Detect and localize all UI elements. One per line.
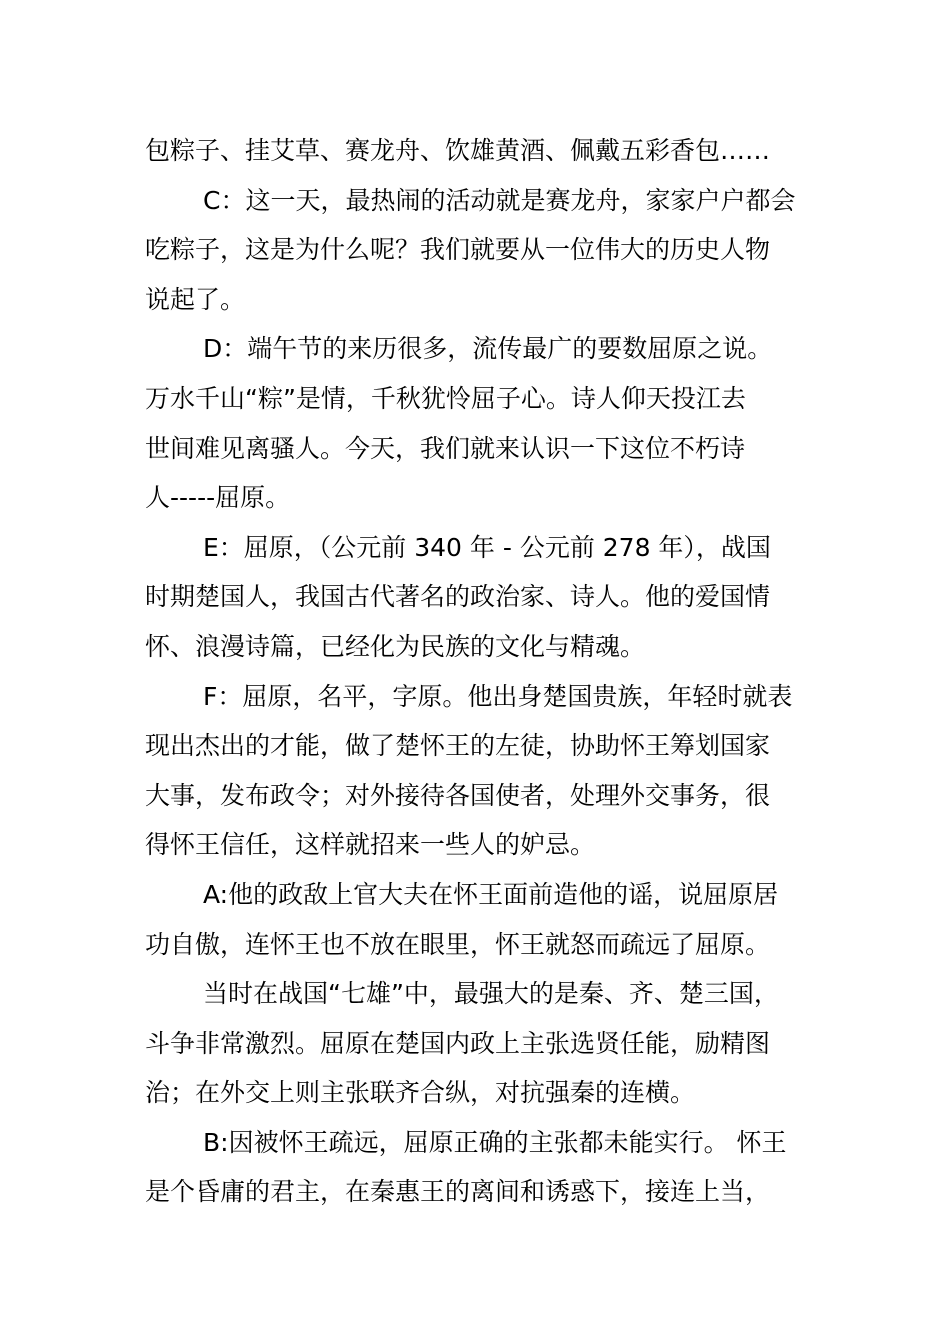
text-line: 吃粽子，这是为什么呢？我们就要从一位伟大的历史人物 (145, 235, 771, 265)
text-line: C：这一天，最热闹的活动就是赛龙舟，家家户户都会 (203, 185, 796, 215)
text-line: B:因被怀王疏远，屈原正确的主张都未能实行。 怀王 (203, 1127, 787, 1157)
text-line: 说起了。 (145, 284, 246, 314)
text-line: 是个昏庸的君主，在秦惠王的离间和诱惑下，接连上当， (145, 1177, 771, 1207)
text-line: 包粽子、挂艾草、赛龙舟、饮雄黄酒、佩戴五彩香包…… (145, 136, 771, 165)
text-line: 功自傲，连怀王也不放在眼里，怀王就怒而疏远了屈原。 (145, 929, 771, 959)
text-line: 怀、浪漫诗篇，已经化为民族的文化与精魂。 (145, 631, 646, 661)
text-line: 治；在外交上则主张联齐合纵，对抗强秦的连横。 (145, 1078, 696, 1108)
text-line: E：屈原，（公元前 340 年 - 公元前 278 年），战国 (203, 532, 771, 562)
text-line: 当时在战国“七雄”中，最强大的是秦、齐、楚三国， (203, 979, 779, 1009)
text-line: D：端午节的来历很多，流传最广的要数屈原之说。 (203, 334, 773, 364)
text-line: 万水千山“粽”是情，千秋犹怜屈子心。诗人仰天投江去 (145, 383, 746, 413)
text-line: 大事，发布政令；对外接待各国使者，处理外交事务，很 (145, 780, 771, 810)
text-line: A:他的政敌上官大夫在怀王面前造他的谣，说屈原居 (203, 879, 779, 909)
text-line: 现出杰出的才能，做了楚怀王的左徒，协助怀王筹划国家 (145, 731, 771, 761)
text-line: 得怀王信任，这样就招来一些人的妒忌。 (145, 830, 596, 860)
document-body (145, 126, 845, 1217)
text-line: 斗争非常激烈。屈原在楚国内政上主张选贤任能，励精图 (145, 1028, 771, 1058)
text-line: 时期楚国人，我国古代著名的政治家、诗人。他的爱国情 (145, 582, 771, 612)
text-line: F：屈原，名平，字原。他出身楚国贵族，年轻时就表 (203, 681, 793, 711)
text-line: 世间难见离骚人。今天，我们就来认识一下这位不朽诗 (145, 433, 746, 463)
text-line: 人-----屈原。 (145, 483, 291, 513)
